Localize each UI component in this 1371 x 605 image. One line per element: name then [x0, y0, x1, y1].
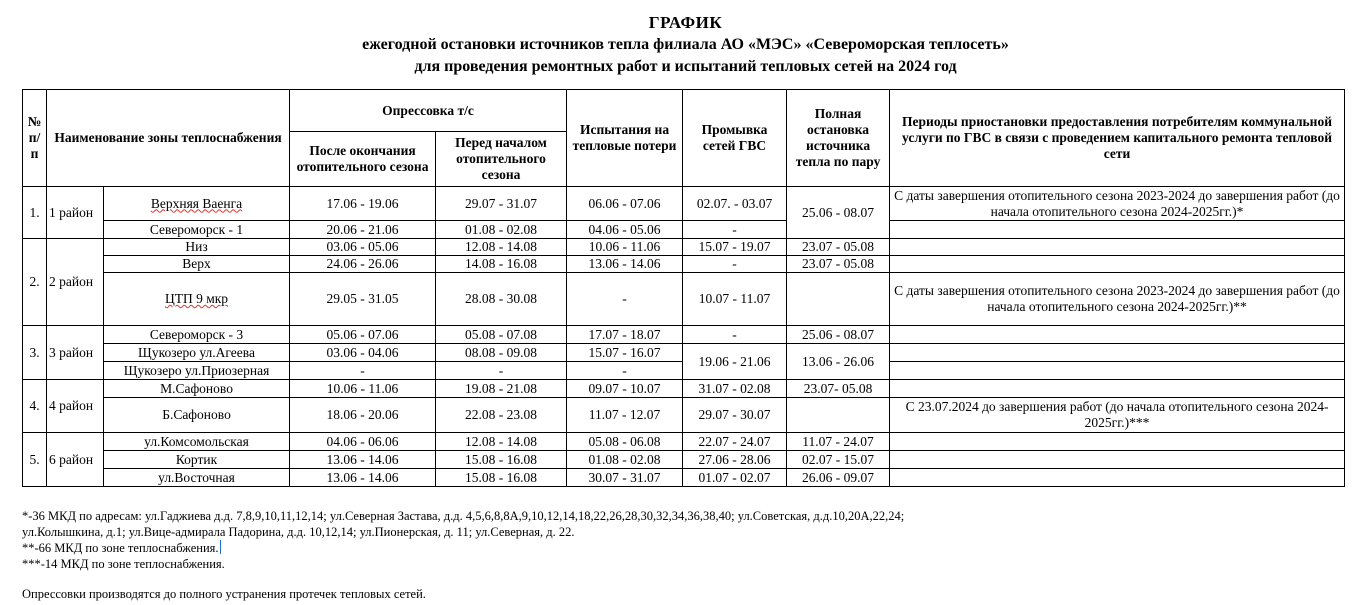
- dhw-flush-dates: -: [683, 256, 787, 273]
- full-stop-dates: [787, 273, 890, 326]
- before-season-dates: 19.08 - 21.08: [436, 380, 567, 398]
- full-stop-dates: 26.06 - 09.07: [787, 469, 890, 487]
- heat-loss-test-dates: -: [567, 273, 683, 326]
- before-season-dates: 22.08 - 23.08: [436, 398, 567, 433]
- heat-loss-test-dates: 06.06 - 07.06: [567, 187, 683, 221]
- after-season-dates: 13.06 - 14.06: [290, 451, 436, 469]
- suspension-period: [890, 451, 1345, 469]
- dhw-flush-dates: 29.07 - 30.07: [683, 398, 787, 433]
- dhw-flush-dates: 10.07 - 11.07: [683, 273, 787, 326]
- table-row: [23, 398, 1345, 433]
- dhw-flush-dates: 31.07 - 02.08: [683, 380, 787, 398]
- footnote-2-text: **-66 МКД по зоне теплоснабжения.: [22, 541, 219, 555]
- dhw-flush-dates: 27.06 - 28.06: [683, 451, 787, 469]
- full-stop-dates: [787, 398, 890, 433]
- heat-loss-test-dates: 11.07 - 12.07: [567, 398, 683, 433]
- suspension-period: [890, 221, 1345, 239]
- document-title: ГРАФИК: [648, 13, 723, 32]
- table-row: [23, 256, 1345, 273]
- dhw-flush-dates: 22.07 - 24.07: [683, 433, 787, 451]
- header-pressure-test: Опрессовка т/с: [290, 90, 567, 132]
- table-row: [23, 380, 1345, 398]
- suspension-period: [890, 326, 1345, 344]
- footnote-2: [22, 540, 221, 556]
- text-cursor: [220, 540, 222, 554]
- full-stop-dates: 02.07 - 15.07: [787, 451, 890, 469]
- header-before-season: Перед началом отопительного сезона: [436, 132, 567, 187]
- before-season-dates: 15.08 - 16.08: [436, 451, 567, 469]
- suspension-period: [890, 362, 1345, 380]
- zone-name: [104, 273, 290, 326]
- header-dhw-flush: Промывка сетей ГВС: [683, 90, 787, 187]
- full-stop-dates: 25.06 - 08.07: [787, 326, 890, 344]
- after-season-dates: 29.05 - 31.05: [290, 273, 436, 326]
- district-name: 3 район: [47, 326, 104, 380]
- table-row: [23, 326, 1345, 344]
- dhw-flush-dates: 02.07. - 03.07: [683, 187, 787, 221]
- after-season-dates: 24.06 - 26.06: [290, 256, 436, 273]
- zone-name: М.Сафоново: [104, 380, 290, 398]
- document-subtitle-line-2: для проведения ремонтных работ и испытаний тепловых сетей на 2024 год: [414, 58, 957, 75]
- district-name: 2 район: [47, 239, 104, 326]
- zone-name: [104, 187, 290, 221]
- dhw-flush-dates: -: [683, 326, 787, 344]
- header-after-season: После окончания отопительного сезона: [290, 132, 436, 187]
- after-season-dates: 20.06 - 21.06: [290, 221, 436, 239]
- before-season-dates: 05.08 - 07.08: [436, 326, 567, 344]
- zone-name-text: Верхняя Ваенга: [150, 195, 243, 211]
- after-season-dates: 18.06 - 20.06: [290, 398, 436, 433]
- before-season-dates: 29.07 - 31.07: [436, 187, 567, 221]
- district-name: 6 район: [47, 433, 104, 487]
- zone-name-text: ЦТП 9 мкр: [164, 291, 229, 307]
- table-row: [23, 273, 1345, 326]
- row-number: 4.: [23, 380, 47, 433]
- before-season-dates: 14.08 - 16.08: [436, 256, 567, 273]
- heat-loss-test-dates: 30.07 - 31.07: [567, 469, 683, 487]
- row-number: 5.: [23, 433, 47, 487]
- zone-name: Щукозеро ул.Агеева: [104, 344, 290, 362]
- zone-name: ул.Комсомольская: [104, 433, 290, 451]
- before-season-dates: -: [436, 362, 567, 380]
- full-stop-dates: 13.06 - 26.06: [787, 344, 890, 380]
- zone-name: ул.Восточная: [104, 469, 290, 487]
- zone-name: Б.Сафоново: [104, 398, 290, 433]
- full-stop-dates: 23.07 - 05.08: [787, 256, 890, 273]
- heat-loss-test-dates: 10.06 - 11.06: [567, 239, 683, 256]
- header-zone: Наименование зоны теплоснабжения: [47, 90, 290, 187]
- heat-loss-test-dates: -: [567, 362, 683, 380]
- after-season-dates: 10.06 - 11.06: [290, 380, 436, 398]
- after-season-dates: 04.06 - 06.06: [290, 433, 436, 451]
- suspension-period: [890, 433, 1345, 451]
- header-heat-loss-tests: Испытания на тепловые потери: [567, 90, 683, 187]
- full-stop-dates: 25.06 - 08.07: [787, 187, 890, 239]
- heat-loss-test-dates: 05.08 - 06.08: [567, 433, 683, 451]
- after-season-dates: 05.06 - 07.06: [290, 326, 436, 344]
- row-number: 3.: [23, 326, 47, 380]
- table-row: [23, 221, 1345, 239]
- table-row: [23, 187, 1345, 221]
- before-season-dates: 15.08 - 16.08: [436, 469, 567, 487]
- zone-name: Североморск - 1: [104, 221, 290, 239]
- suspension-period: [890, 256, 1345, 273]
- dhw-flush-dates: -: [683, 221, 787, 239]
- schedule-table: [22, 89, 1345, 487]
- footnote-3: ***-14 МКД по зоне теплоснабжения.: [22, 557, 225, 571]
- full-stop-dates: 23.07- 05.08: [787, 380, 890, 398]
- before-season-dates: 08.08 - 09.08: [436, 344, 567, 362]
- suspension-period: С даты завершения отопительного сезона 2023-2024 до завершения работ (до начала отопительного сезона 2024-2025гг.)**: [890, 273, 1345, 326]
- suspension-period: [890, 380, 1345, 398]
- dhw-flush-dates: 15.07 - 19.07: [683, 239, 787, 256]
- dhw-flush-dates: 01.07 - 02.07: [683, 469, 787, 487]
- zone-name: Щукозеро ул.Приозерная: [104, 362, 290, 380]
- before-season-dates: 28.08 - 30.08: [436, 273, 567, 326]
- suspension-period: [890, 344, 1345, 362]
- table-row: [23, 344, 1345, 362]
- suspension-period: [890, 239, 1345, 256]
- heat-loss-test-dates: 15.07 - 16.07: [567, 344, 683, 362]
- before-season-dates: 01.08 - 02.08: [436, 221, 567, 239]
- district-name: 1 район: [47, 187, 104, 239]
- heat-loss-test-dates: 01.08 - 02.08: [567, 451, 683, 469]
- header-suspension-periods: Периоды приостановки предоставления потребителям коммунальной услуги по ГВС в связи с проведением капитального ремонта тепловой сети: [890, 90, 1345, 187]
- heat-loss-test-dates: 04.06 - 05.06: [567, 221, 683, 239]
- heat-loss-test-dates: 17.07 - 18.07: [567, 326, 683, 344]
- footnote-1-line-2: ул.Колышкина, д.1; ул.Вице-адмирала Падорина, д.д. 10,12,14; ул.Пионерская, д. 11; ул.Северная, д. 22.: [22, 525, 575, 539]
- table-row: [23, 451, 1345, 469]
- district-name: 4 район: [47, 380, 104, 433]
- header-full-stop: Полная остановка источника тепла по пару: [787, 90, 890, 187]
- footnote-1-line-1: *-36 МКД по адресам: ул.Гаджиева д.д. 7,8,9,10,11,12,14; ул.Северная Застава, д.д. 4,5,6,8,8А,9,10,12,14,18,22,26,28,30,32,34,36,38,40; ул.Советская, д.д.10,20А,22,24;: [22, 509, 905, 523]
- before-season-dates: 12.08 - 14.08: [436, 239, 567, 256]
- full-stop-dates: 23.07 - 05.08: [787, 239, 890, 256]
- table-row: [23, 239, 1345, 256]
- pressure-test-note: Опрессовки производятся до полного устранения протечек тепловых сетей.: [22, 587, 426, 601]
- after-season-dates: 03.06 - 04.06: [290, 344, 436, 362]
- heat-loss-test-dates: 13.06 - 14.06: [567, 256, 683, 273]
- dhw-flush-dates: 19.06 - 21.06: [683, 344, 787, 380]
- after-season-dates: 13.06 - 14.06: [290, 469, 436, 487]
- full-stop-dates: 11.07 - 24.07: [787, 433, 890, 451]
- zone-name: Верх: [104, 256, 290, 273]
- after-season-dates: -: [290, 362, 436, 380]
- suspension-period: С даты завершения отопительного сезона 2023-2024 до завершения работ (до начала отопительного сезона 2024-2025гг.)*: [890, 187, 1345, 221]
- suspension-period: [890, 469, 1345, 487]
- suspension-period: С 23.07.2024 до завершения работ (до начала отопительного сезона 2024-2025гг.)***: [890, 398, 1345, 433]
- row-number: 1.: [23, 187, 47, 239]
- after-season-dates: 03.06 - 05.06: [290, 239, 436, 256]
- header-num: № п/п: [23, 90, 47, 187]
- before-season-dates: 12.08 - 14.08: [436, 433, 567, 451]
- row-number: 2.: [23, 239, 47, 326]
- heat-loss-test-dates: 09.07 - 10.07: [567, 380, 683, 398]
- table-row: [23, 469, 1345, 487]
- table-row: [23, 433, 1345, 451]
- after-season-dates: 17.06 - 19.06: [290, 187, 436, 221]
- zone-name: Североморск - 3: [104, 326, 290, 344]
- zone-name: Низ: [104, 239, 290, 256]
- document-subtitle-line-1: ежегодной остановки источников тепла филиала АО «МЭС» «Североморская теплосеть»: [362, 36, 1009, 53]
- zone-name: Кортик: [104, 451, 290, 469]
